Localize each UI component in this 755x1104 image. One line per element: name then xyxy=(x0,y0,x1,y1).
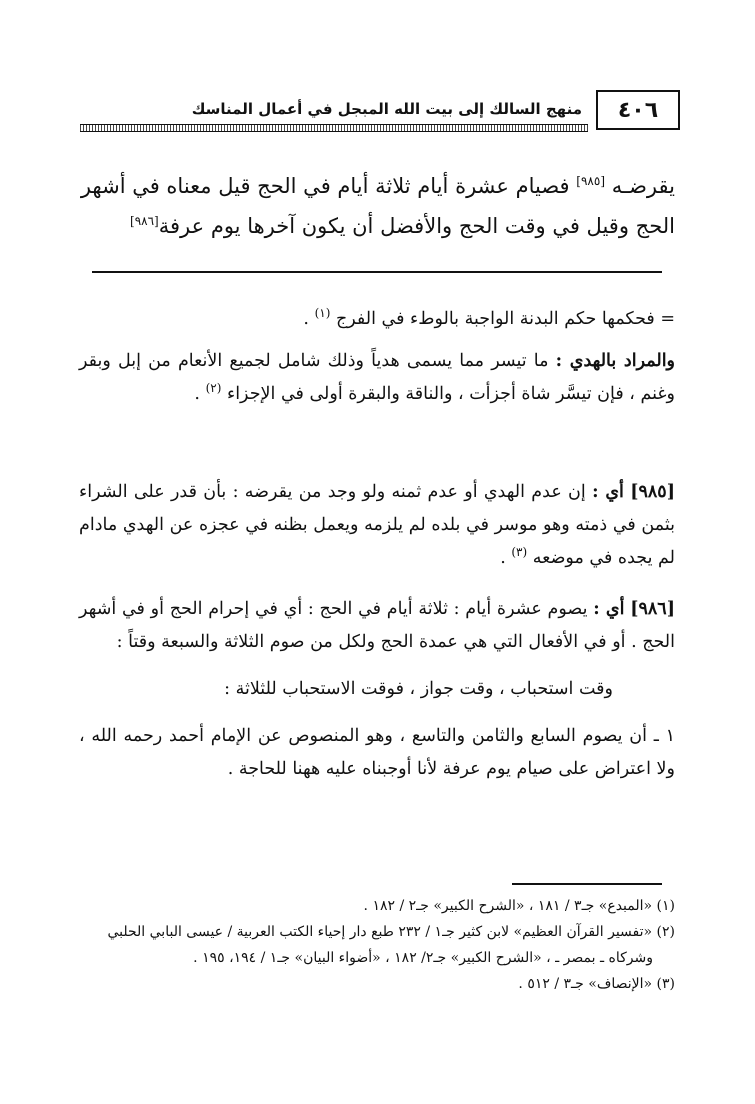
commentary-986 xyxy=(79,593,675,786)
footnote-3: (٣) «الإنصاف» جـ٣ / ٥١٢ . xyxy=(518,976,675,992)
c985-text: إن عدم الهدي أو عدم ثمنه ولو وجد من يقرضه : بأن قدر على الشراء بثمن في ذمته وهو موسر في بلده لم يلزمه ويعمل بظنه في عجزه عن الهدي مادام لم يجده في موضعه xyxy=(79,482,675,568)
main-line-1-start: يقرضـه xyxy=(611,174,675,198)
main-line-2-text: الحج وقيل في وقت الحج والأفضل أن يكون آخرها يوم عرفة xyxy=(158,214,675,238)
hady-text: ما تيسر مما يسمى هدياً وذلك شامل لجميع الأنعام من إبل وبقر وغنم ، فإن تيسَّر شاة أجزأت ، والناقة والبقرة أولى في الإجزاء xyxy=(79,351,675,404)
main-line-2 xyxy=(79,206,675,246)
footnotes xyxy=(75,893,675,997)
c986-label: أي : xyxy=(593,599,625,619)
c985-paragraph xyxy=(79,476,675,575)
footnote-divider xyxy=(512,883,662,885)
footnote-1: (١) «المبدع» جـ٣ / ١٨١ ، «الشرح الكبير» جـ٢ / ١٨٢ . xyxy=(363,898,675,914)
main-line-1-rest: فصيام عشرة أيام ثلاثة أيام في الحج قيل معناه في أشهر xyxy=(80,174,570,198)
c986-number: [٩٨٦] xyxy=(630,599,675,619)
hady-end: . xyxy=(194,384,200,404)
footnote-2: (٢) «تفسير القرآن العظيم» لابن كثير جـ١ / ٢٣٢ طبع دار إحياء الكتب العربية / عيسى البابي الحلبي xyxy=(107,924,675,940)
c986-item-1: ١ ـ أن يصوم السابع والثامن والتاسع ، وهو المنصوص عن الإمام أحمد رحمه الله ، ولا اعتراض على صيام يوم عرفة لأنا أوجبناه عليه ههنا للحاجة . xyxy=(79,726,675,779)
ref-986: [٩٨٦] xyxy=(130,214,159,228)
footnote-ref-1: (١) xyxy=(314,306,331,321)
c985-label: أي : xyxy=(592,482,624,502)
header-rule xyxy=(80,124,588,132)
main-divider xyxy=(92,271,662,273)
ref-985: [٩٨٥] xyxy=(576,174,605,188)
footnote-ref-3: (٣) xyxy=(511,545,528,560)
footnote-ref-2: (٢) xyxy=(205,381,222,396)
c985-end: . xyxy=(500,548,506,568)
hady-paragraph xyxy=(79,345,675,411)
cont-text: = فحكمها حكم البدنة الواجبة بالوطء في الفرج xyxy=(335,309,675,329)
commentary-985 xyxy=(79,476,675,575)
running-title: منهج السالك إلى بيت الله المبجل في أعمال المناسك xyxy=(191,100,582,118)
cont-paragraph xyxy=(79,303,675,336)
main-text xyxy=(79,166,675,246)
c985-number: [٩٨٥] xyxy=(630,482,675,502)
page-number: ٤٠٦ xyxy=(596,90,680,130)
cont-end: . xyxy=(303,309,309,329)
commentary-continuation xyxy=(79,303,675,336)
main-line-1 xyxy=(79,166,675,206)
c986-text: يصوم عشرة أيام : ثلاثة أيام في الحج : أي في إحرام الحج أو في أشهر الحج . أو في الأفعال التي هي عمدة الحج ولكل من صوم الثلاثة والسبعة وقتاً : xyxy=(79,599,675,652)
commentary-hady xyxy=(79,345,675,411)
page-header xyxy=(80,90,680,135)
c986-times: وقت استحباب ، وقت جواز ، فوقت الاستحباب للثلاثة : xyxy=(224,679,613,699)
c986-paragraph xyxy=(79,593,675,659)
footnote-2-continued: وشركاه ـ بمصر ـ ، «الشرح الكبير» جـ٢/ ١٨٢ ، «أضواء البيان» جـ١ / ١٩٤، ١٩٥ . xyxy=(193,950,653,966)
hady-label: والمراد بالهدي : xyxy=(555,351,676,371)
